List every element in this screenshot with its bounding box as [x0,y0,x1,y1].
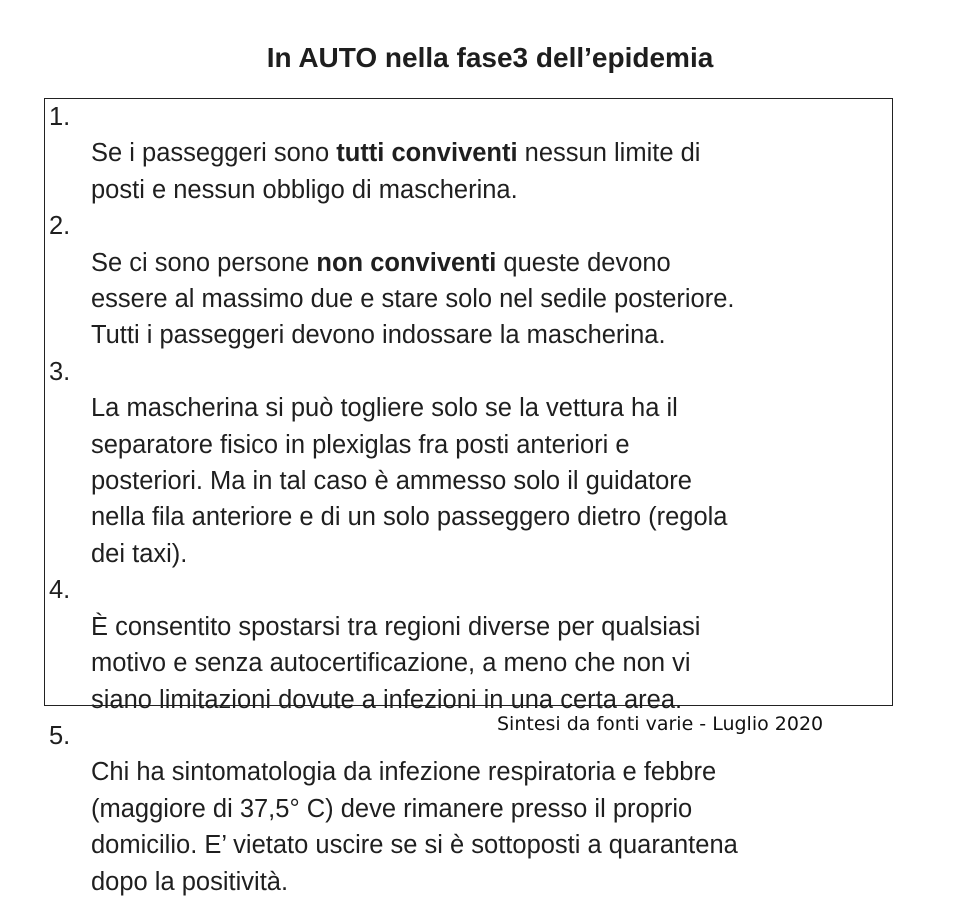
list-number: 4. [49,576,71,605]
list-number: 5. [49,721,71,750]
list-text-bold: non conviventi [316,248,497,277]
list-number: 3. [49,357,71,386]
list-number: 1. [49,103,71,131]
list-text: queste devono essere al massimo due e stare solo nel sedile posteriore. Tutti i passeggeri devono indossare la mascherina. [91,248,735,350]
list-text: nessun limite di posti e nessun obbligo di mascherina. [91,139,701,204]
rules-list [49,99,894,900]
page-title: In AUTO nella fase3 dell’epidemia [266,42,714,73]
list-item-3 [49,354,894,572]
list-text: Se i passeggeri sono [91,139,337,168]
list-text-bold: tutti conviventi [336,139,518,168]
list-number: 2. [49,212,71,241]
source-note: Sintesi da fonti varie - Luglio 2020 [497,713,824,735]
list-item-5 [49,718,894,900]
list-item-2 [49,208,894,354]
list-text: È consentito spostarsi tra regioni diverse per qualsiasi motivo e senza autocertificazione, a meno che non vi siano limitazioni dovute a infezioni in una certa area. [91,612,701,714]
list-text: Se ci sono persone [91,248,317,277]
list-item-4 [49,572,894,718]
list-text: Chi ha sintomatologia da infezione respiratoria e febbre (maggiore di 37,5° C) deve rimanere presso il proprio domicilio. E’ vietato uscire se si è sottoposti a quarantena dopo la positività. [91,758,738,896]
list-text: La mascherina si può togliere solo se la vettura ha il separatore fisico in plexiglas fra posti anteriori e posteriori. Ma in tal caso è ammesso solo il guidatore nella fila anteriore e di un solo passeggero dietro (regola dei taxi). [91,394,728,568]
list-item-1 [49,99,894,208]
